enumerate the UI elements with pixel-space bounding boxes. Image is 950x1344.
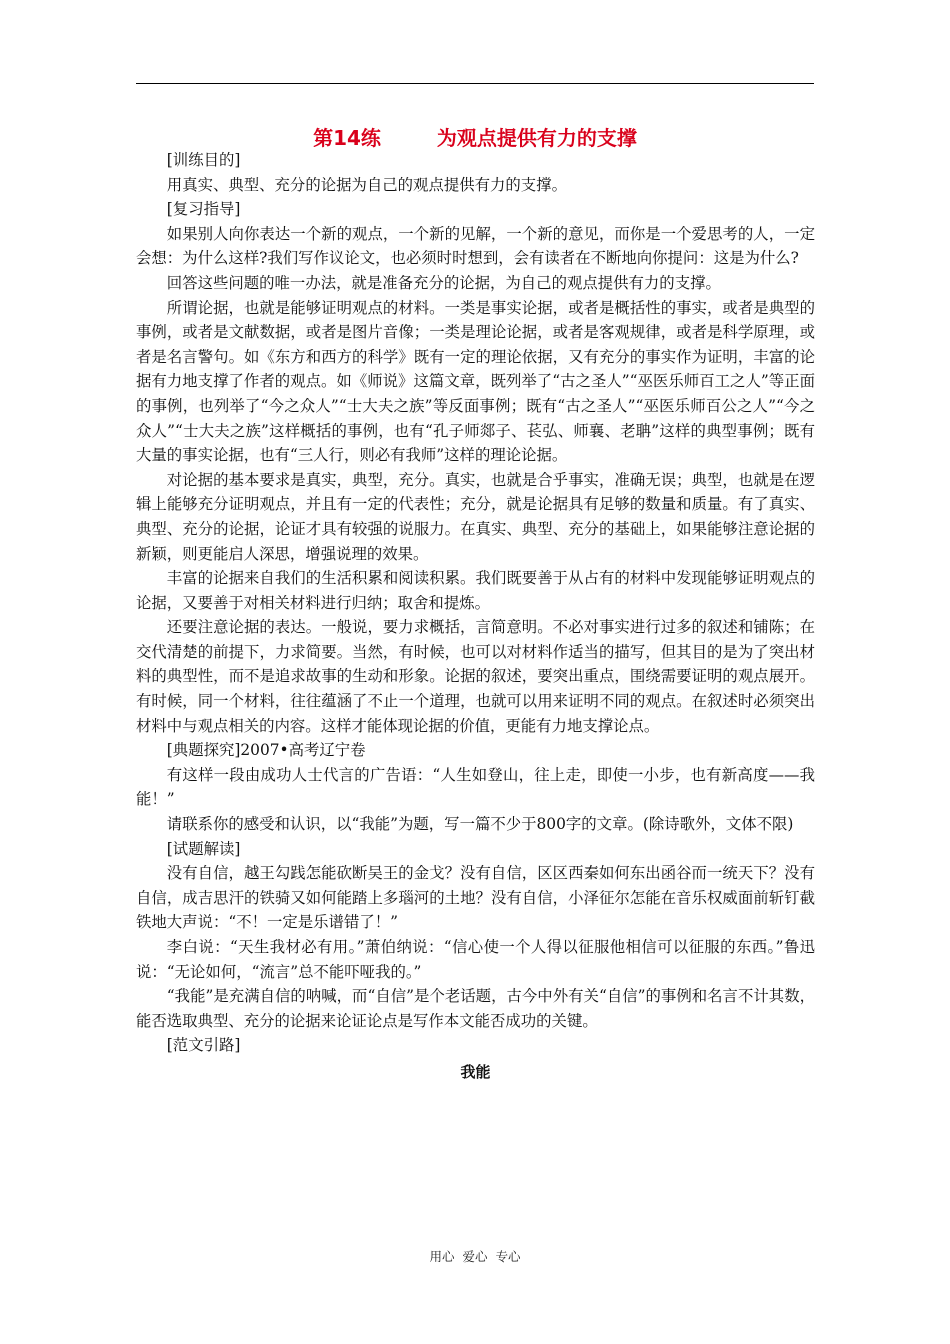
- paragraph: 如果别人向你表达一个新的观点，一个新的见解，一个新的意见，而你是一个爱思考的人，一定会想：为什么这样?我们写作议论文，也必须时时想到，会有读者在不断地向你提问：这是为什么?: [136, 224, 815, 268]
- section-heading-question-analysis: [试题解读]: [166, 839, 241, 858]
- paragraph: 还要注意论据的表达。一般说，要力求概括，言简意明。不必对事实进行过多的叙述和铺陈；在交代清楚的前提下，力求简要。当然，有时候，也可以对材料作适当的描写，但其目的是为了突出材料的典型性，而不是追求故事的生动和形象。论据的叙述，要突出重点，围绕需要证明的观点展开。有时候，同一个材料，往往蕴涵了不止一个道理，也就可以用来证明不同的观点。在叙述时必须突出材料中与观点相关的内容。这样才能体现论据的价值，更能有力地支撑论点。: [136, 618, 815, 735]
- section-heading-training-goal: [训练目的]: [166, 151, 241, 169]
- section-heading-model-essay: [范文引路]: [166, 1036, 241, 1055]
- paragraph: 用真实、典型、充分的论据为自己的观点提供有力的支撑。: [166, 175, 567, 194]
- section-heading-review-guide: [复习指导]: [166, 200, 241, 219]
- essay-title: 我能: [460, 1062, 491, 1081]
- paragraph: 有这样一段由成功人士代言的广告语：“人生如登山，往上走，即使一小步，也有新高度——我能！”: [136, 765, 815, 809]
- paragraph: 丰富的论据来自我们的生活积累和阅读积累。我们既要善于从占有的材料中发现能够证明观点的论据，又要善于对相关材料进行归纳；取舍和提炼。: [136, 569, 815, 612]
- header-rule: [136, 83, 814, 84]
- paragraph: 没有自信，越王勾践怎能砍断吴王的金戈？没有自信，区区西秦如何东出函谷而一统天下？没有自信，成吉思汗的铁骑又如何能踏上多瑙河的土地？没有自信，小泽征尔怎能在音乐权威面前斩钉截铁地大声说：“不！一定是乐谱错了！”: [136, 864, 815, 932]
- title-prefix: 第14练: [313, 126, 381, 150]
- title-main: 为观点提供有力的支撑: [436, 126, 637, 150]
- page-footer: 用心 爱心 专心: [429, 1249, 521, 1264]
- section-heading-typical-question: [典题探究]2007•高考辽宁卷: [166, 741, 366, 760]
- paragraph: “我能”是充满自信的呐喊，而“自信”是个老话题，古今中外有关“自信”的事例和名言不计其数，能否选取典型、充分的论据来论证论点是写作本文能否成功的关键。: [136, 987, 815, 1030]
- paragraph: 李白说：“天生我材必有用。”萧伯纳说：“信心使一个人得以征服他相信可以征服的东西。”鲁迅说：“无论如何，“流言”总不能吓哑我的。”: [136, 938, 815, 981]
- paragraph: 所谓论据，也就是能够证明观点的材料。一类是事实论据，或者是概括性的事实，或者是典型的事例，或者是文献数据，或者是图片音像；一类是理论论据，或者是客观规律，或者是科学原理，或者是名言警句。如《东方和西方的科学》既有一定的理论依据，又有充分的事实作为证明，丰富的论据有力地支撑了作者的观点。如《师说》这篇文章，既列举了“古之圣人”“巫医乐师百工之人”等正面的事例，也列举了“今之众人”“士大夫之族”等反面事例；既有“古之圣人”“巫医乐师百公之人”“今之众人”“士大夫之族”这样概括的事例，也有“孔子师郯子、苌弘、师襄、老聃”这样的典型事例；既有大量的事实论据，也有“三人行，则必有我师”这样的理论论据。: [136, 298, 815, 465]
- body-text: [136, 148, 815, 1085]
- paragraph: 回答这些问题的唯一办法，就是准备充分的论据，为自己的观点提供有力的支撑。: [166, 273, 721, 292]
- paragraph: 请联系你的感受和认识，以“我能”为题，写一篇不少于800字的文章。(除诗歌外，文体不限): [166, 815, 794, 834]
- paragraph: 对论据的基本要求是真实，典型，充分。真实，也就是合乎事实，准确无误；典型，也就是在逻辑上能够充分证明观点，并且有一定的代表性；充分，就是论据具有足够的数量和质量。有了真实、典型、充分的论据，论证才具有较强的说服力。在真实、典型、充分的基础上，如果能够注意论据的新颖，则更能启人深思，增强说理的效果。: [136, 470, 815, 563]
